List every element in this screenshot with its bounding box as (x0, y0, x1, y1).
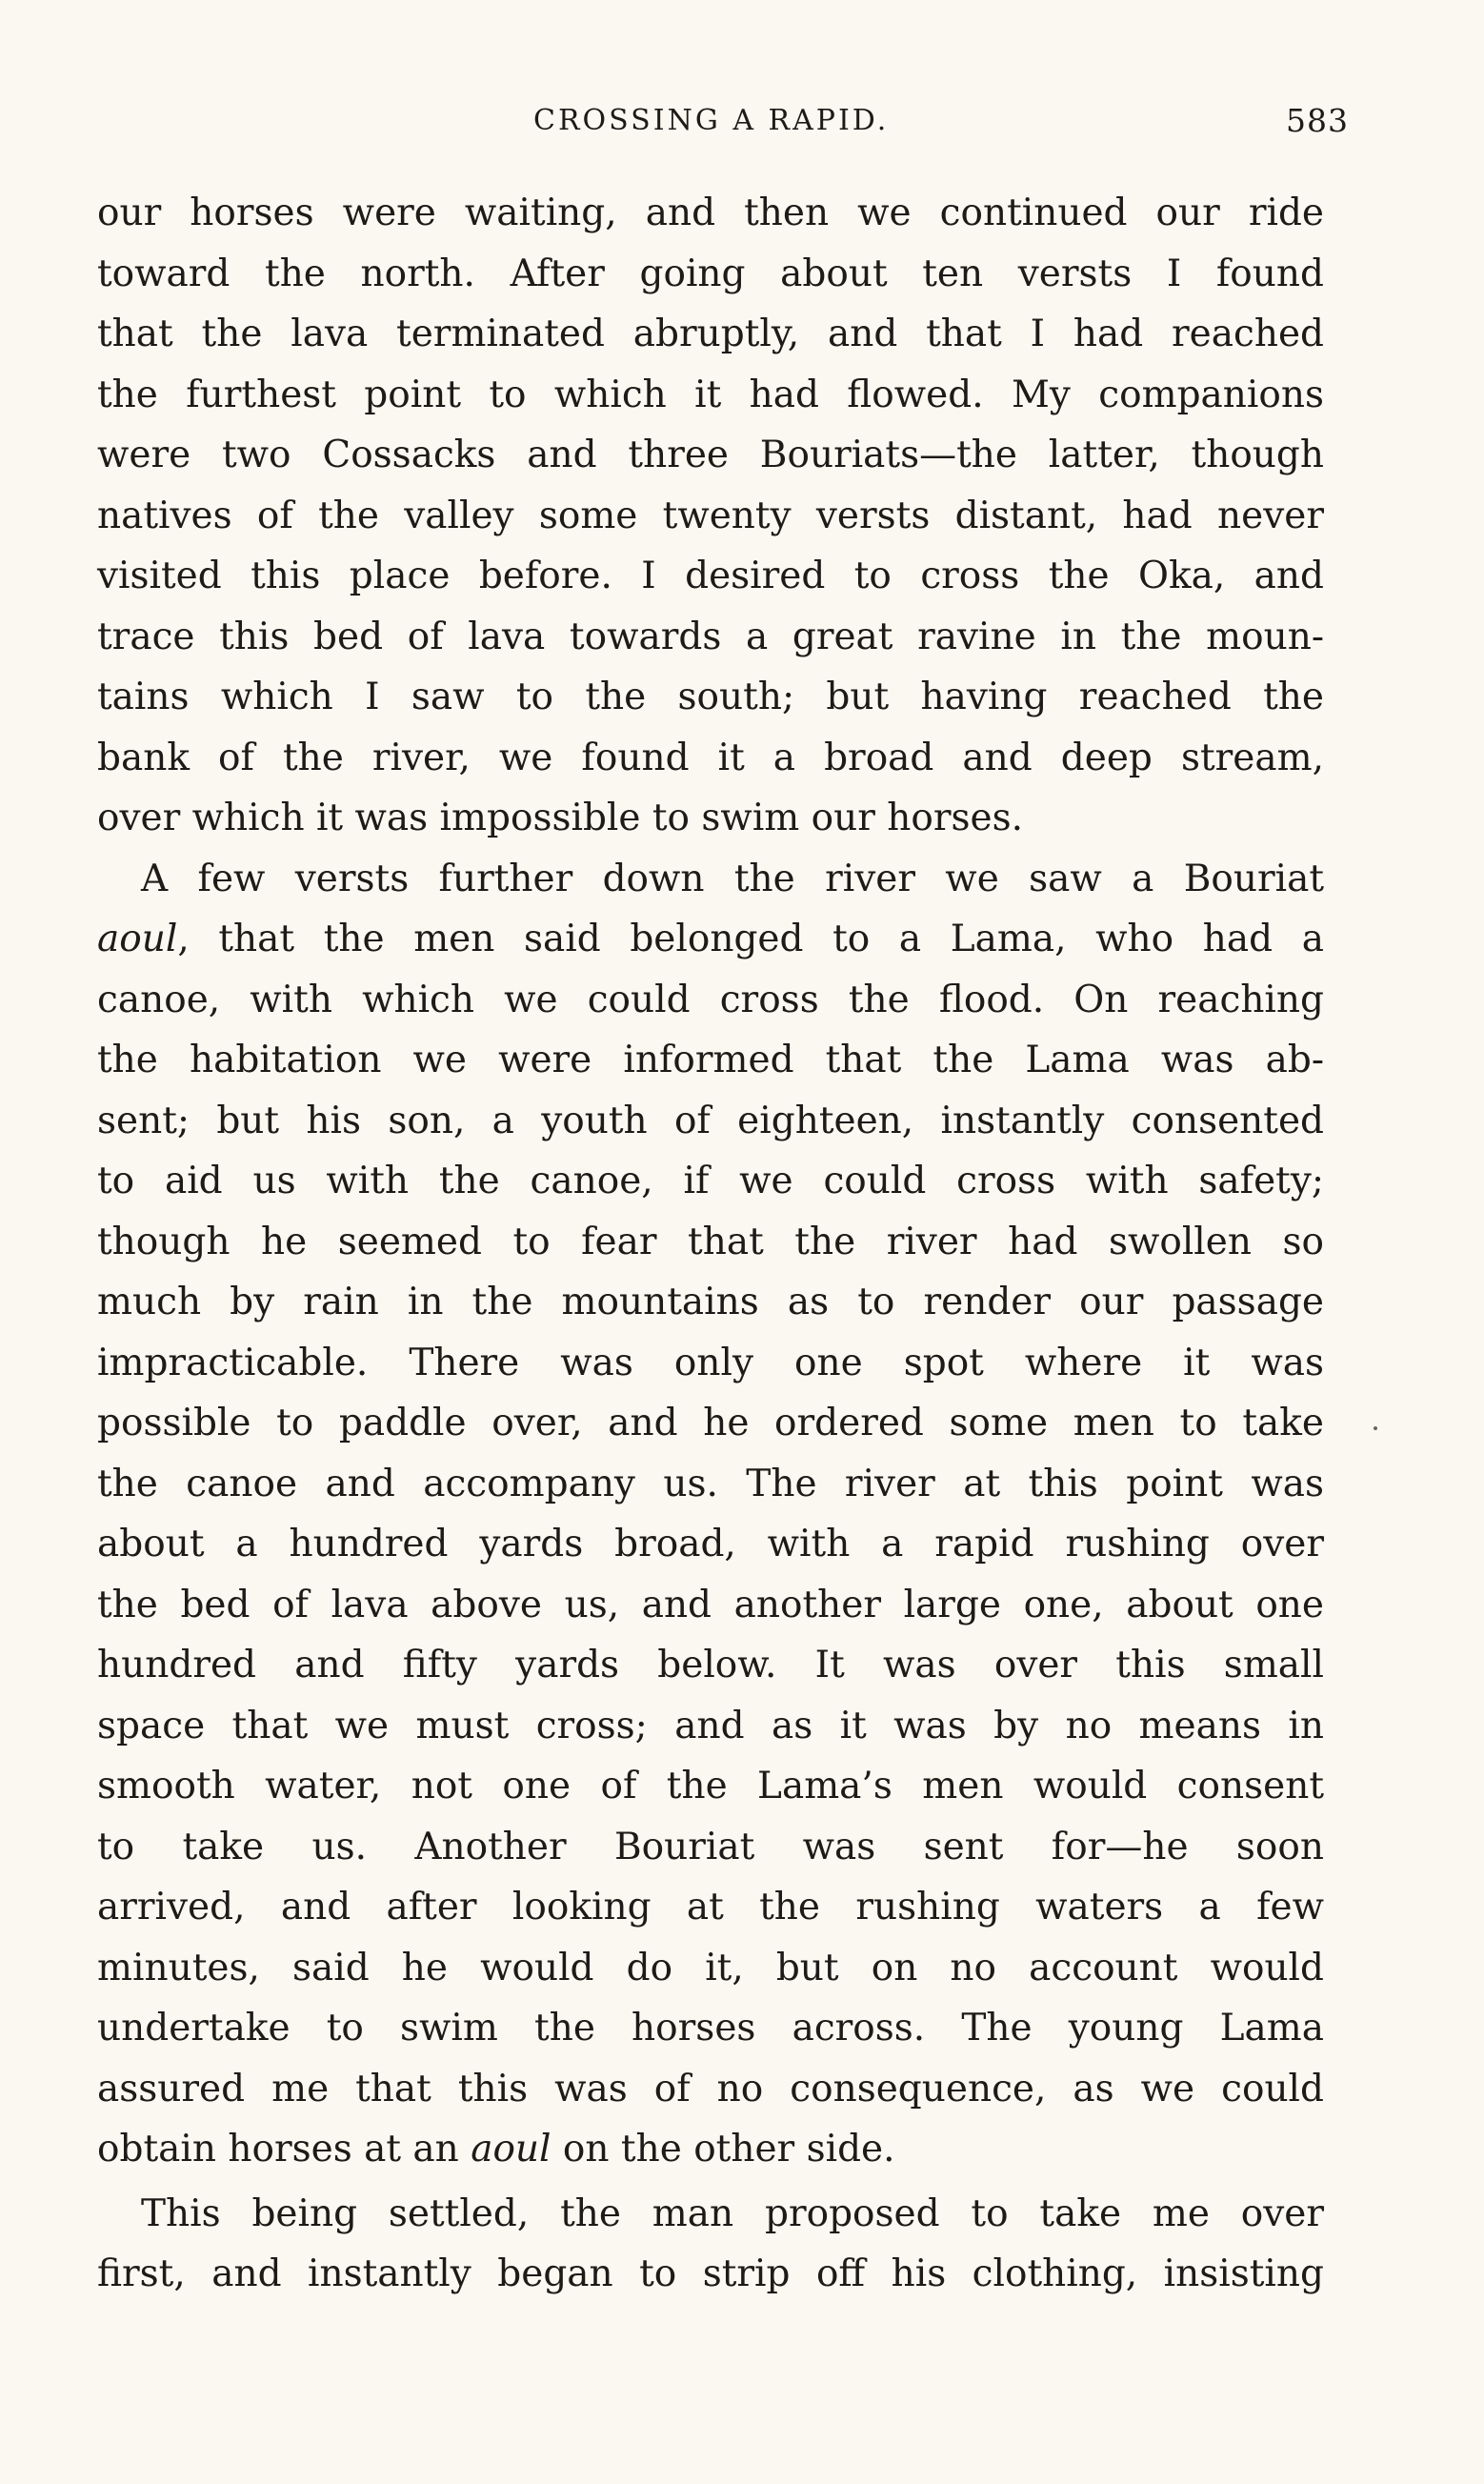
text-line: the bed of lava above us, and another large one, about one (97, 1583, 1324, 1626)
text-line (97, 2119, 1324, 2180)
text-line: trace this bed of lava towards a great ravine in the moun- (97, 615, 1324, 658)
text-line: possible to paddle over, and he ordered some men to take (97, 1402, 1324, 1444)
text-line: about a hundred yards broad, with a rapid rushing over (97, 1523, 1324, 1565)
text-line: arrived, and after looking at the rushing waters a few (97, 1886, 1324, 1929)
chapter-running-title: CROSSING A RAPID. (533, 104, 890, 137)
text-line: assured me that this was of no consequence, as we could (97, 2067, 1324, 2110)
paper-speck (1374, 1426, 1377, 1430)
running-head (0, 97, 1484, 145)
text-line (97, 909, 1324, 970)
page-number: 583 (1286, 102, 1349, 139)
text-line: though he seemed to fear that the river had swollen so (97, 1220, 1324, 1263)
text-line: tains which I saw to the south; but having reached the (97, 676, 1324, 718)
paragraph-1 (97, 183, 1324, 849)
text-line: minutes, said he would do it, but on no account would (97, 1946, 1324, 1989)
text-line: over which it was impossible to swim our horses. (97, 797, 1024, 839)
text-line: were two Cossacks and three Bouriats—the latter, though (97, 434, 1324, 476)
text-line: the habitation we were informed that the Lama was ab- (97, 1039, 1324, 1081)
italic-term-aoul: aoul (97, 918, 178, 960)
text-line-rest: on the other side. (551, 2128, 895, 2171)
text-line: bank of the river, we found it a broad and deep stream, (97, 736, 1324, 779)
text-line: much by rain in the mountains as to render our passage (97, 1281, 1324, 1323)
text-line: our horses were waiting, and then we continued our ride (97, 192, 1324, 234)
text-line: to aid us with the canoe, if we could cross with safety; (97, 1160, 1324, 1202)
text-line: first, and instantly began to strip off his clothing, insisting (97, 2252, 1324, 2295)
text-line: space that we must cross; and as it was by no means in (97, 1704, 1324, 1747)
italic-term-aoul: aoul (471, 2128, 551, 2171)
paragraph-3 (97, 2184, 1324, 2305)
text-line: sent; but his son, a youth of eighteen, instantly consented (97, 1099, 1324, 1142)
text-line: the canoe and accompany us. The river at this point was (97, 1462, 1324, 1505)
paragraph-2 (97, 849, 1324, 2180)
text-line: undertake to swim the horses across. The young Lama (97, 2007, 1324, 2050)
text-line-rest: , that the men said belonged to a Lama, who had a (177, 918, 1324, 960)
text-line: the furthest point to which it had flowed. My companions (97, 373, 1324, 416)
text-line: smooth water, not one of the Lama’s men would consent (97, 1765, 1324, 1807)
text-line: canoe, with which we could cross the flood. On reaching (97, 978, 1324, 1021)
text-line: hundred and fifty yards below. It was over this small (97, 1644, 1324, 1686)
text-line-start: obtain horses at an (97, 2128, 471, 2171)
text-line: to take us. Another Bouriat was sent for—he soon (97, 1825, 1324, 1868)
text-line: visited this place before. I desired to cross the Oka, and (97, 555, 1324, 597)
text-line: impracticable. There was only one spot where it was (97, 1341, 1324, 1384)
text-line: A few versts further down the river we saw a Bouriat (141, 857, 1324, 900)
text-line: toward the north. After going about ten versts I found (97, 252, 1324, 295)
text-line: natives of the valley some twenty versts distant, had never (97, 494, 1324, 537)
body-text (97, 183, 1324, 2305)
text-line: This being settled, the man proposed to take me over (141, 2191, 1324, 2235)
text-line: that the lava terminated abruptly, and that I had reached (97, 313, 1324, 355)
